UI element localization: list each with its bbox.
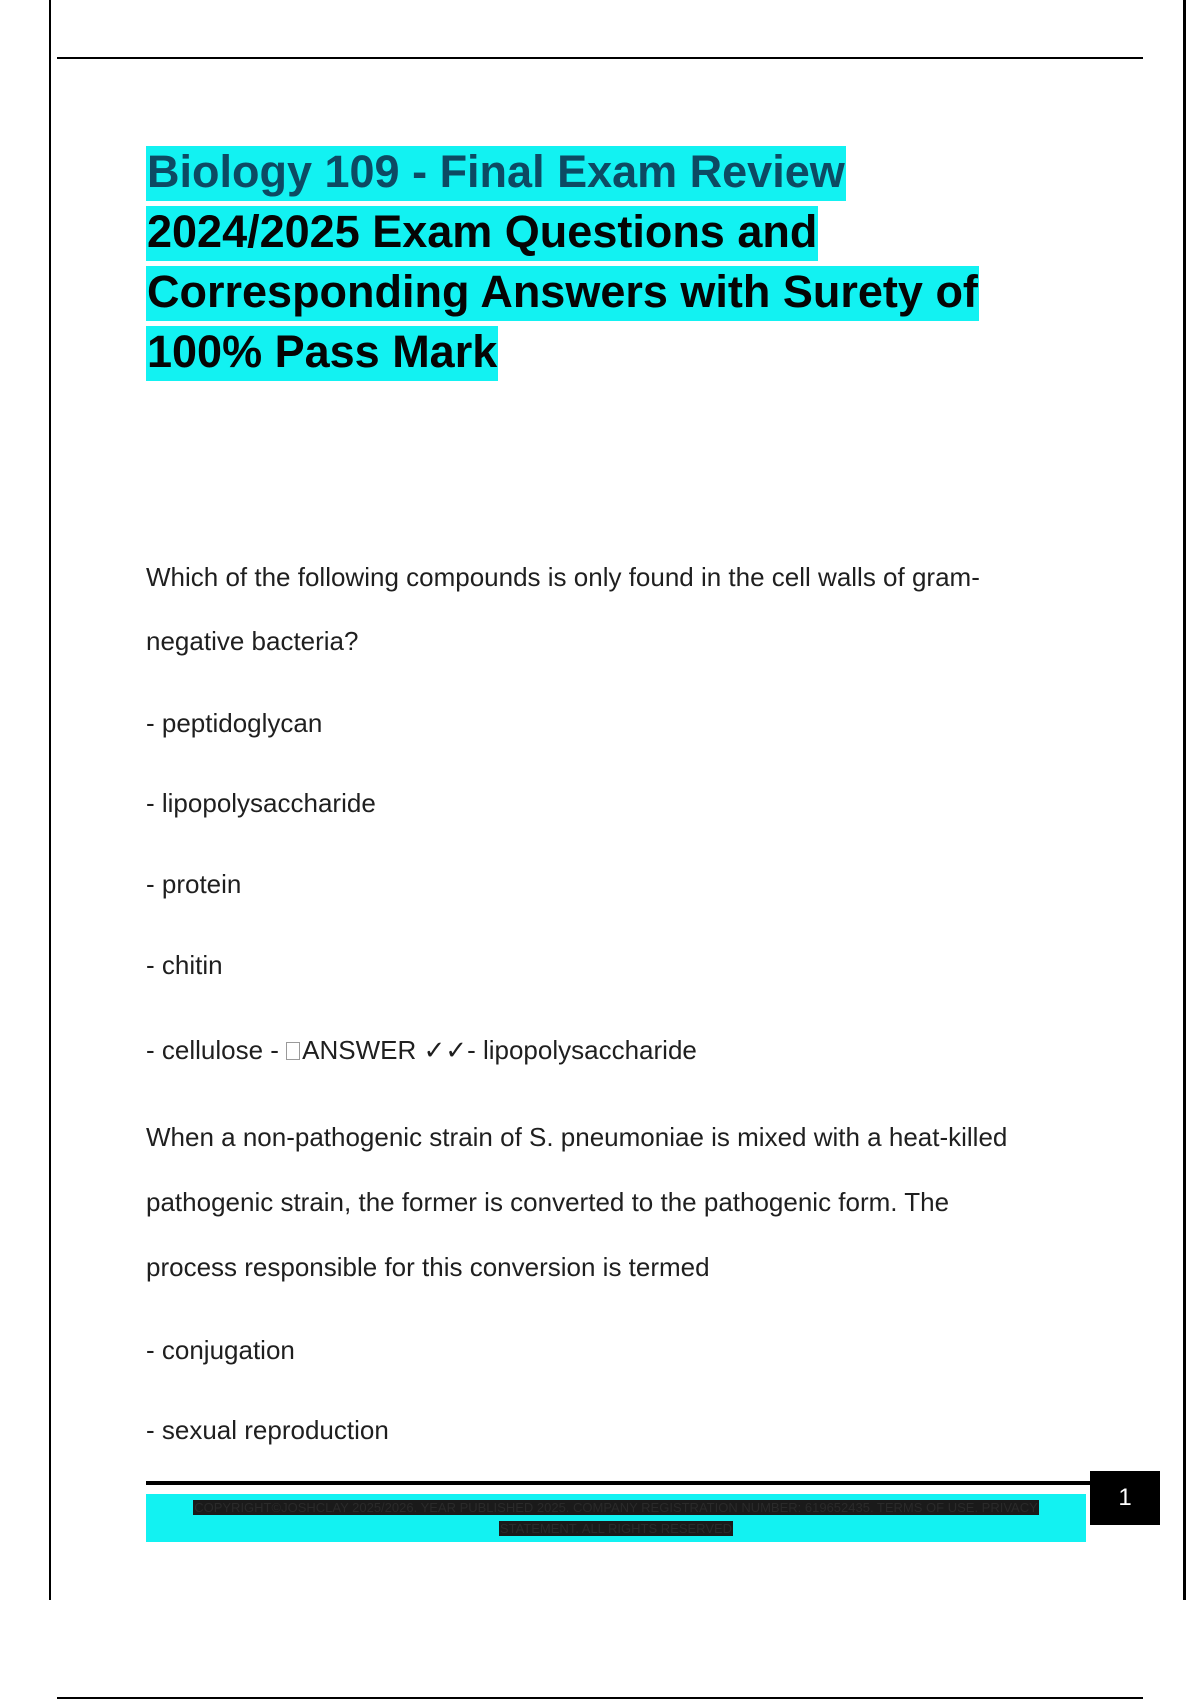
copyright-text: STATEMENT. ALL RIGHTS RESERVED	[499, 1521, 733, 1536]
answer-option: - sexual reproduction	[146, 1415, 389, 1445]
next-page-rule	[57, 1697, 1143, 1699]
page-border-left	[49, 0, 51, 1600]
question-1-text	[146, 545, 1106, 673]
copyright-text: COPYRIGHT©JOSHCLAY 2025/2026. YEAR PUBLISHED 2025. COMPANY REGISTRATION NUMBER: 619652435. TERMS OF USE. PRIVACY	[194, 1500, 1038, 1515]
title-line: Biology 109 - Final Exam Review	[146, 142, 1106, 202]
header-rule	[57, 57, 1143, 59]
answer-option: - chitin	[146, 950, 223, 980]
question-line: Which of the following compounds is only found in the cell walls of gram-	[146, 562, 980, 592]
footer-rule	[146, 1481, 1090, 1485]
question-line: pathogenic strain, the former is converted to the pathogenic form. The	[146, 1187, 950, 1217]
title-line: 100% Pass Mark	[146, 322, 1106, 382]
page-number: 1	[1090, 1471, 1160, 1525]
answer-option: - conjugation	[146, 1335, 295, 1365]
page-border-right	[1183, 0, 1186, 1600]
title-line: 2024/2025 Exam Questions and	[146, 202, 1106, 262]
answer-line	[146, 1030, 1106, 1070]
title-line: Corresponding Answers with Surety of	[146, 262, 1106, 322]
question-line: negative bacteria?	[146, 626, 359, 656]
document-title	[146, 142, 1106, 382]
answer-option: - peptidoglycan	[146, 708, 323, 738]
correct-answer: - lipopolysaccharide	[467, 1035, 697, 1065]
answer-option: - lipopolysaccharide	[146, 788, 376, 818]
copyright-footer	[146, 1494, 1086, 1542]
question-line: When a non-pathogenic strain of S. pneumoniae is mixed with a heat-killed	[146, 1122, 1008, 1152]
question-2-text	[146, 1105, 1106, 1300]
answer-option: - cellulose -	[146, 1035, 287, 1065]
answer-label: ANSWER ✓✓	[302, 1035, 468, 1065]
question-line: process responsible for this conversion is termed	[146, 1252, 710, 1282]
answer-option: - protein	[146, 869, 242, 899]
answer-box-icon	[286, 1042, 300, 1060]
